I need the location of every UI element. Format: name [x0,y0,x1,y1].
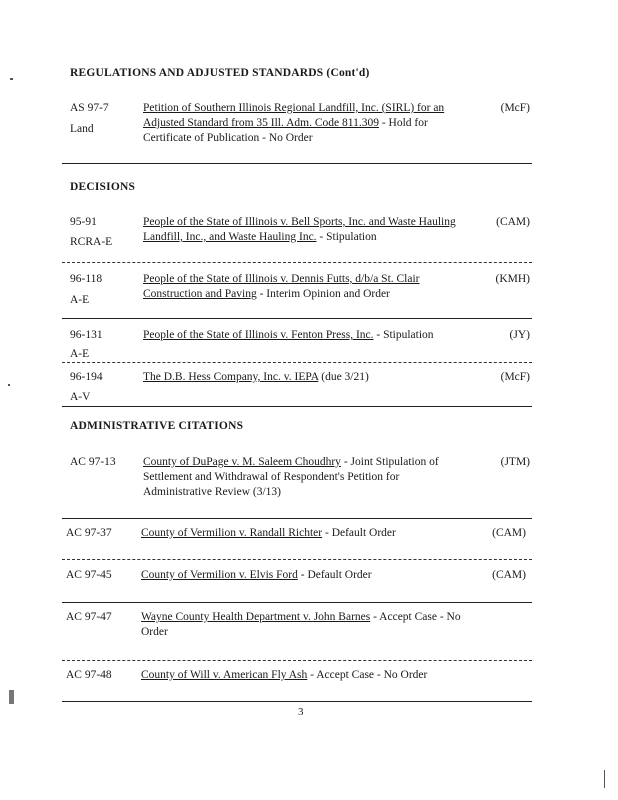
scan-speck [10,78,13,80]
case-title: People of the State of Illinois v. Fenton Press, Inc. [143,329,374,341]
case-title: County of Vermilion v. Randall Richter [141,527,323,539]
case-description [141,610,461,640]
scan-speck [9,690,14,704]
divider [62,518,532,519]
section-heading-decisions: DECISIONS [70,181,136,193]
case-description [141,526,461,541]
case-type: A-E [70,294,90,306]
case-title: The D.B. Hess Company, Inc. v. IEPA [143,371,319,383]
case-number: AC 97-47 [66,611,112,623]
divider [62,559,532,560]
divider [62,602,532,603]
case-title: County of Vermilion v. Elvis Ford [141,569,298,581]
case-description [143,370,463,385]
case-judge: (CAM) [496,216,530,228]
case-description [143,328,463,343]
section-heading-citations: ADMINISTRATIVE CITATIONS [70,420,244,432]
case-number: AC 97-37 [66,527,112,539]
section-heading-regulations: REGULATIONS AND ADJUSTED STANDARDS (Cont'd) [70,67,370,79]
case-judge: (JTM) [500,456,530,468]
case-description [141,668,461,683]
case-judge: (CAM) [492,527,526,539]
case-number: AC 97-13 [70,456,116,468]
case-action: (due 3/21) [318,371,369,383]
case-number: AS 97-7 [70,102,109,114]
case-action: - Interim Opinion and Order [256,288,390,300]
case-action: - Default Order [322,527,396,539]
case-action: - Default Order [297,569,372,581]
case-description [143,101,463,146]
page-number: 3 [298,706,304,718]
case-judge: (JY) [509,329,530,341]
case-number: AC 97-45 [66,569,112,581]
divider [62,362,532,363]
case-action: - Stipulation [316,231,377,243]
case-description [143,272,463,302]
divider [62,660,532,661]
case-number: 96-118 [70,273,103,285]
case-title: County of DuPage v. M. Saleem Choudhry [143,456,341,468]
case-title: Petition of Southern Illinois Regional Landfill, Inc. (SIRL) for an Adjusted Standard from 35 Ill. Adm. Code 811.309 [143,102,445,129]
case-type: A-V [70,391,91,403]
divider [62,318,532,319]
case-type: RCRA-E [70,236,113,248]
case-action: - Joint Stipulation of Settlement and Withdrawal of Respondent's Petition for Administrative Review (3/13) [143,456,439,498]
case-judge: (CAM) [492,569,526,581]
case-judge: (McF) [500,102,530,114]
case-action: - Accept Case - No Order [307,669,428,681]
case-description [141,568,461,583]
divider [62,262,532,263]
case-title: Wayne County Health Department v. John Barnes [141,611,371,623]
case-judge: (McF) [500,371,530,383]
case-number: AC 97-48 [66,669,112,681]
scan-speck [8,384,10,386]
case-description [143,455,463,500]
case-number: 96-194 [70,371,103,383]
case-number: 96-131 [70,329,103,341]
case-type: Land [70,123,94,135]
case-action: - Accept Case - No Order [141,611,461,638]
divider [62,163,532,164]
case-description [143,215,463,245]
case-type: A-E [70,348,90,360]
case-title: People of the State of Illinois v. Dennis Futts, d/b/a St. Clair Construction and Paving [143,273,420,300]
case-action: - Hold for Certificate of Publication - No Order [143,117,428,144]
case-action: - Stipulation [373,329,434,341]
case-title: People of the State of Illinois v. Bell Sports, Inc. and Waste Hauling Landfill, Inc., and Waste Hauling Inc. [143,216,456,243]
case-judge: (KMH) [495,273,530,285]
case-title: County of Will v. American Fly Ash [141,669,308,681]
divider [62,406,532,407]
divider [62,701,532,702]
case-number: 95-91 [70,216,97,228]
scan-speck [604,770,605,788]
